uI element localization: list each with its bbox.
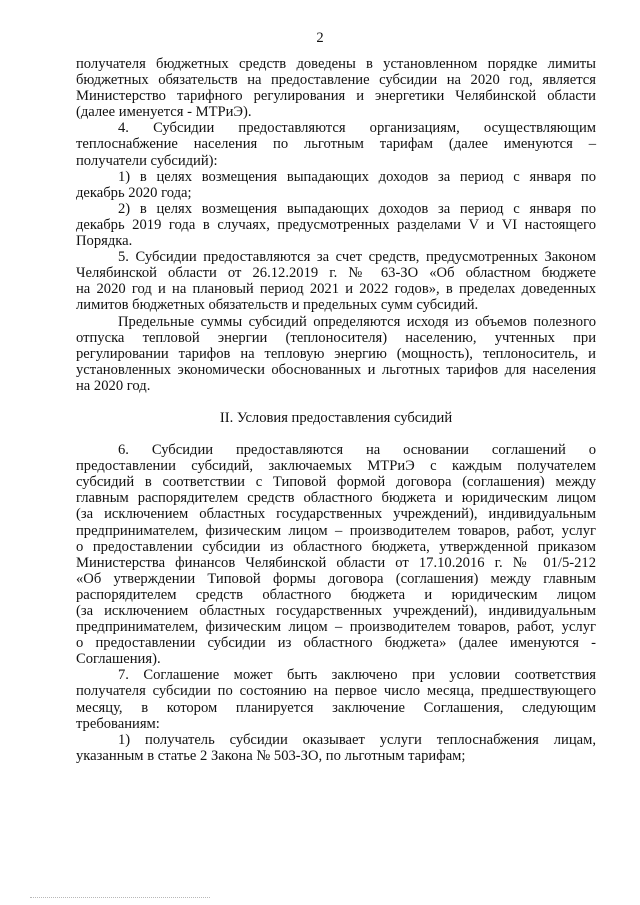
text-line: Соглашения). <box>76 651 161 668</box>
document-body <box>76 56 596 764</box>
text-line: (далее именуется - МТРиЭ). <box>76 104 252 121</box>
text-line: отпуска тепловой энергии (теплоносителя) населению, учтенных при <box>76 329 596 346</box>
text-line: (за исключением областных государственных учреждений), индивидуальным <box>76 603 596 619</box>
text-line: 1) в целях возмещения выпадающих доходов за период с января по <box>118 168 596 185</box>
text-line: теплоснабжение населения по льготным тарифам (далее именуются – <box>76 136 596 153</box>
text-line: предоставлении субсидий, заключаемых МТРиЭ с каждым получателем <box>76 458 596 475</box>
text-line: Порядка. <box>76 233 133 250</box>
text-line: о предоставлении субсидии из областного бюджета» (далее именуются - <box>76 635 596 652</box>
paragraph-subitem-2 <box>76 201 596 249</box>
text-line: 6. Субсидии предоставляются на основании соглашений о <box>118 442 596 459</box>
paragraph-subitem-1 <box>76 169 596 201</box>
text-line: предпринимателем, физическим лицом – производителем товаров, работ, услуг <box>76 522 596 539</box>
text-line: бюджетных обязательств на предоставление субсидии на 2020 год, является <box>76 72 596 89</box>
text-line: Министерство тарифного регулирования и энергетики Челябинской области <box>76 88 596 105</box>
text-line: получателя субсидии по состоянию на первое число месяца, предшествующего <box>76 683 596 700</box>
spacer <box>76 394 596 410</box>
footer-dotted-line <box>30 897 210 898</box>
text-line: месяцу, в котором планируется заключение Соглашения, следующим <box>76 699 596 716</box>
text-line: Челябинской области от 26.12.2019 г. № 63-ЗО «Об областном бюджете <box>76 265 596 282</box>
spacer <box>76 426 596 442</box>
text-line: указанным в статье 2 Закона № 503-ЗО, по льготным тарифам; <box>76 747 466 764</box>
text-line: Предельные суммы субсидий определяются исходя из объемов полезного <box>118 313 596 330</box>
text-line: главным распорядителем средств областного бюджета и юридическим лицом <box>76 490 596 507</box>
text-line: (за исключением областных государственных учреждений), индивидуальным <box>76 506 596 523</box>
text-line: получателя бюджетных средств доведены в установленном порядке лимиты <box>76 56 596 72</box>
paragraph-item-4 <box>76 120 596 168</box>
text-line: предпринимателем, физическим лицом – производителем товаров, работ, услуг <box>76 619 596 636</box>
paragraph-item-7 <box>76 667 596 731</box>
text-line: «Об утверждении Типовой формы договора (соглашения) между главным <box>76 570 596 587</box>
text-line: на 2020 год. <box>76 377 151 394</box>
text-line: 7. Соглашение может быть заключено при условии соответствия <box>118 667 596 684</box>
text-line: декабрь 2020 года; <box>76 184 192 201</box>
paragraph-requirement-1 <box>76 732 596 764</box>
page-number: 2 <box>316 30 324 46</box>
paragraph-item-5 <box>76 249 596 313</box>
text-line: 1) получатель субсидии оказывает услуги теплоснабжения лицам, <box>118 731 596 748</box>
paragraph-continuation <box>76 56 596 120</box>
text-line: регулировании тарифов на тепловую энергию (мощность), теплоноситель, и <box>76 345 596 362</box>
text-line: распорядителем средств областного бюджета и юридическим лицом <box>76 586 596 603</box>
text-line: требованиям: <box>76 715 160 732</box>
section-heading: II. Условия предоставления субсидий <box>219 409 453 426</box>
text-line: получатели субсидий): <box>76 152 218 169</box>
paragraph-item-6 <box>76 442 596 667</box>
text-line: субсидий в соответствии с Типовой формой договора (соглашения) между <box>76 474 596 491</box>
text-line: 5. Субсидии предоставляются за счет средств, предусмотренных Законом <box>118 249 596 266</box>
text-line: декабрь 2019 года в случаях, предусмотренных разделами V и VI настоящего <box>76 216 596 233</box>
text-line: Министерства финансов Челябинской области от 17.10.2016 г. № 01/5-212 <box>76 554 596 571</box>
paragraph-limits <box>76 314 596 394</box>
text-line: на 2020 год и на плановый период 2021 и 2022 годов», в пределах доведенных <box>76 281 596 298</box>
text-line: установленных экономически обоснованных и льготных тарифов для населения <box>76 361 596 378</box>
text-line: 4. Субсидии предоставляются организациям, осуществляющим <box>118 120 596 137</box>
text-line: 2) в целях возмещения выпадающих доходов за период с января по <box>118 200 596 217</box>
text-line: о предоставлении субсидии из областного бюджета, утвержденной приказом <box>76 538 596 555</box>
text-line: лимитов бюджетных обязательств и предельных сумм субсидий. <box>76 297 479 314</box>
